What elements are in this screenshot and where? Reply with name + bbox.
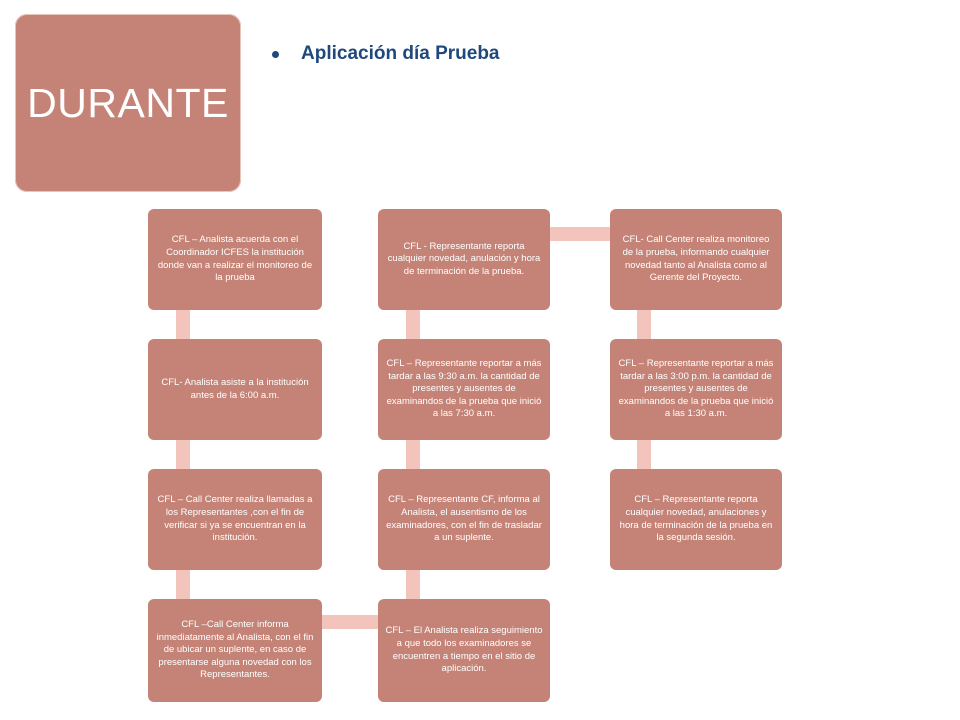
connector [637, 440, 651, 470]
flow-step-analista-seguimiento [378, 599, 550, 702]
connector [176, 310, 190, 340]
connector [637, 310, 651, 340]
bullet-item [272, 43, 500, 65]
bullet-dot-icon [272, 51, 279, 58]
flow-step-call-center-informa [148, 599, 322, 702]
flow-step-representante-930 [378, 339, 550, 440]
connector [550, 227, 610, 241]
flow-step-text: CFL- Analista asiste a la institución antes de la 6:00 a.m. [161, 376, 309, 401]
title-text: DURANTE [27, 79, 229, 126]
connector [176, 570, 190, 600]
connector [406, 310, 420, 340]
connector [406, 440, 420, 470]
flow-step-text: CFL- Call Center realiza monitoreo de la prueba, informando cualquier novedad tanto al Analista como al Gerente del Proyecto. [622, 234, 770, 284]
flow-step-text: CFL – Call Center realiza llamadas a los Representantes ,con el fin de verificar si ya se encuentran en la institución. [157, 494, 313, 544]
flow-step-text: CFL – Representante reporta cualquier novedad, anulaciones y hora de terminación de la prueba en la segunda sesión. [619, 494, 773, 544]
flow-step-analista-asiste [148, 339, 322, 440]
flow-step-representante-segunda-sesion [610, 469, 782, 570]
flow-step-text: CFL - Representante reporta cualquier novedad, anulación y hora de terminación de la prueba. [387, 240, 541, 277]
connector [176, 440, 190, 470]
flow-step-text: CFL – Representante reportar a más tardar a las 3:00 p.m. la cantidad de presentes y ausentes de examinandos de la prueba que inició a las 1:30 a.m. [618, 358, 774, 420]
flow-step-text: CFL – Analista acuerda con el Coordinador ICFES la institución donde van a realizar el monitoreo de la prueba [157, 234, 313, 284]
flow-step-analista-acuerda [148, 209, 322, 310]
connector [406, 570, 420, 600]
bullet-text: Aplicación día Prueba [301, 43, 500, 64]
title-box [15, 14, 241, 192]
flow-step-call-center-llamadas [148, 469, 322, 570]
flow-step-text: CFL – El Analista realiza seguimiento a que todo los examinadores se encuentren a tiempo en el sitio de aplicación. [385, 625, 543, 675]
flow-step-representante-reporta [378, 209, 550, 310]
flow-step-text: CFL –Call Center informa inmediatamente al Analista, con el fin de ubicar un suplente, en caso de presentarse alguna novedad con los Representantes. [156, 619, 314, 681]
flow-step-representante-300 [610, 339, 782, 440]
connector [322, 615, 378, 629]
flow-step-text: CFL – Representante CF, informa al Analista, el ausentismo de los examinadores, con el fin de trasladar a un suplente. [386, 494, 542, 544]
flow-step-representante-ausentismo [378, 469, 550, 570]
flow-step-text: CFL – Representante reportar a más tardar a las 9:30 a.m. la cantidad de presentes y ausentes de examinandos de la prueba que inició a las 7:30 a.m. [386, 358, 542, 420]
flow-step-call-center-monitoreo [610, 209, 782, 310]
